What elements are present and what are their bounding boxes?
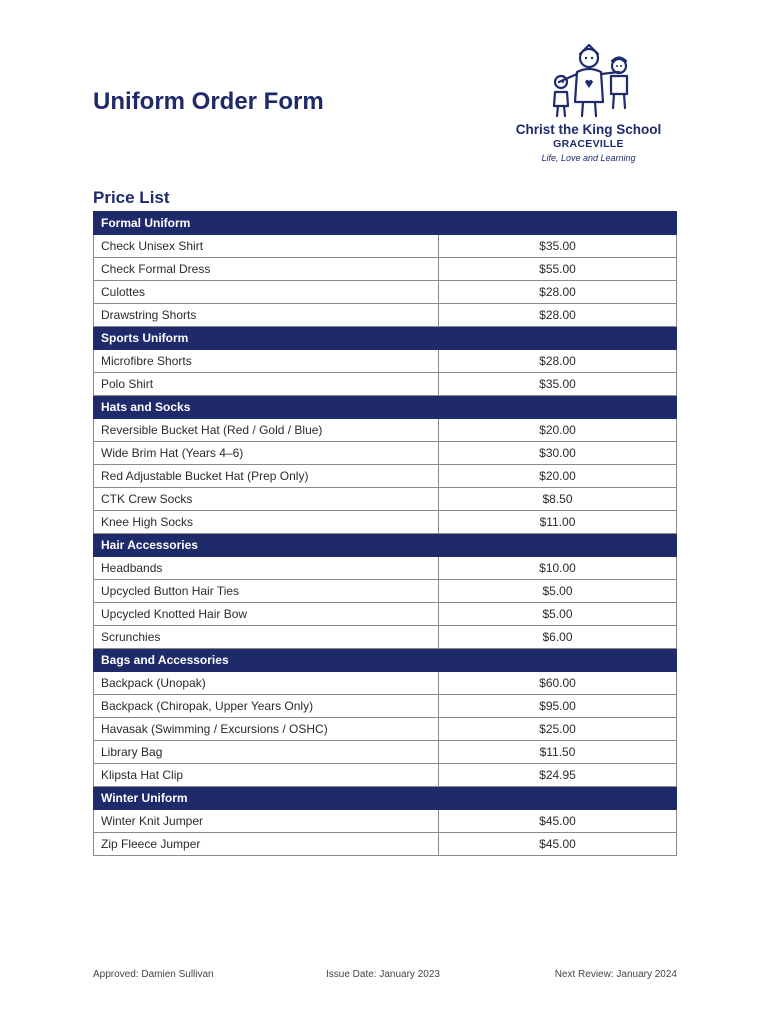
item-price: $28.00	[439, 281, 677, 304]
section-header-blank	[439, 787, 677, 810]
table-row	[94, 741, 677, 764]
section-title: Hats and Socks	[94, 396, 439, 419]
table-row	[94, 557, 677, 580]
item-price: $28.00	[439, 304, 677, 327]
section-header-blank	[439, 327, 677, 350]
section-header-blank	[439, 396, 677, 419]
table-row	[94, 718, 677, 741]
table-row	[94, 695, 677, 718]
table-row	[94, 672, 677, 695]
item-name: Backpack (Chiropak, Upper Years Only)	[94, 695, 439, 718]
item-name: Red Adjustable Bucket Hat (Prep Only)	[94, 465, 439, 488]
item-price: $5.00	[439, 580, 677, 603]
table-row	[94, 419, 677, 442]
section-title: Formal Uniform	[94, 212, 439, 235]
table-row	[94, 833, 677, 856]
table-row	[94, 304, 677, 327]
table-row	[94, 465, 677, 488]
section-header-blank	[439, 649, 677, 672]
item-price: $20.00	[439, 465, 677, 488]
table-row	[94, 350, 677, 373]
table-row	[94, 603, 677, 626]
item-name: Zip Fleece Jumper	[94, 833, 439, 856]
table-row	[94, 580, 677, 603]
section-header-row	[94, 649, 677, 672]
section-header-row	[94, 534, 677, 557]
item-name: Scrunchies	[94, 626, 439, 649]
item-name: Upcycled Button Hair Ties	[94, 580, 439, 603]
section-title: Bags and Accessories	[94, 649, 439, 672]
item-price: $25.00	[439, 718, 677, 741]
table-row	[94, 810, 677, 833]
item-name: Microfibre Shorts	[94, 350, 439, 373]
school-suburb: GRACEVILLE	[553, 138, 624, 150]
item-price: $45.00	[439, 833, 677, 856]
school-logo	[506, 42, 671, 172]
item-price: $95.00	[439, 695, 677, 718]
footer-next-review: Next Review: January 2024	[554, 969, 677, 980]
item-price: $24.95	[439, 764, 677, 787]
school-motto: Life, Love and Learning	[541, 153, 636, 163]
price-list-heading: Price List	[93, 188, 170, 207]
school-name: Christ the King School	[515, 122, 662, 137]
table-row	[94, 235, 677, 258]
section-header-row	[94, 787, 677, 810]
table-row	[94, 764, 677, 787]
item-price: $45.00	[439, 810, 677, 833]
section-header-row	[94, 396, 677, 419]
item-price: $6.00	[439, 626, 677, 649]
table-row	[94, 258, 677, 281]
item-name: Knee High Socks	[94, 511, 439, 534]
section-title: Hair Accessories	[94, 534, 439, 557]
item-price: $11.00	[439, 511, 677, 534]
item-price: $11.50	[439, 741, 677, 764]
item-price: $60.00	[439, 672, 677, 695]
children-logo-icon	[547, 42, 631, 120]
footer-approved: Approved: Damien Sullivan	[93, 969, 214, 980]
price-list-table	[93, 211, 677, 856]
item-name: Check Formal Dress	[94, 258, 439, 281]
item-name: Klipsta Hat Clip	[94, 764, 439, 787]
item-price: $55.00	[439, 258, 677, 281]
item-price: $28.00	[439, 350, 677, 373]
item-name: Upcycled Knotted Hair Bow	[94, 603, 439, 626]
item-price: $8.50	[439, 488, 677, 511]
page-title: Uniform Order Form	[93, 88, 324, 115]
table-row	[94, 442, 677, 465]
item-price: $10.00	[439, 557, 677, 580]
item-name: Backpack (Unopak)	[94, 672, 439, 695]
item-name: Polo Shirt	[94, 373, 439, 396]
item-price: $35.00	[439, 235, 677, 258]
section-header-blank	[439, 212, 677, 235]
section-header-row	[94, 212, 677, 235]
table-row	[94, 511, 677, 534]
item-name: Culottes	[94, 281, 439, 304]
item-name: Check Unisex Shirt	[94, 235, 439, 258]
table-row	[94, 626, 677, 649]
table-row	[94, 373, 677, 396]
item-name: CTK Crew Socks	[94, 488, 439, 511]
item-name: Drawstring Shorts	[94, 304, 439, 327]
section-title: Winter Uniform	[94, 787, 439, 810]
item-name: Winter Knit Jumper	[94, 810, 439, 833]
item-price: $30.00	[439, 442, 677, 465]
item-price: $35.00	[439, 373, 677, 396]
section-title: Sports Uniform	[94, 327, 439, 350]
table-row	[94, 488, 677, 511]
item-name: Havasak (Swimming / Excursions / OSHC)	[94, 718, 439, 741]
item-name: Library Bag	[94, 741, 439, 764]
section-header-row	[94, 327, 677, 350]
footer-issue-date: Issue Date: January 2023	[326, 969, 440, 980]
item-price: $20.00	[439, 419, 677, 442]
item-name: Reversible Bucket Hat (Red / Gold / Blue)	[94, 419, 439, 442]
section-header-blank	[439, 534, 677, 557]
item-name: Wide Brim Hat (Years 4–6)	[94, 442, 439, 465]
item-price: $5.00	[439, 603, 677, 626]
item-name: Headbands	[94, 557, 439, 580]
table-row	[94, 281, 677, 304]
